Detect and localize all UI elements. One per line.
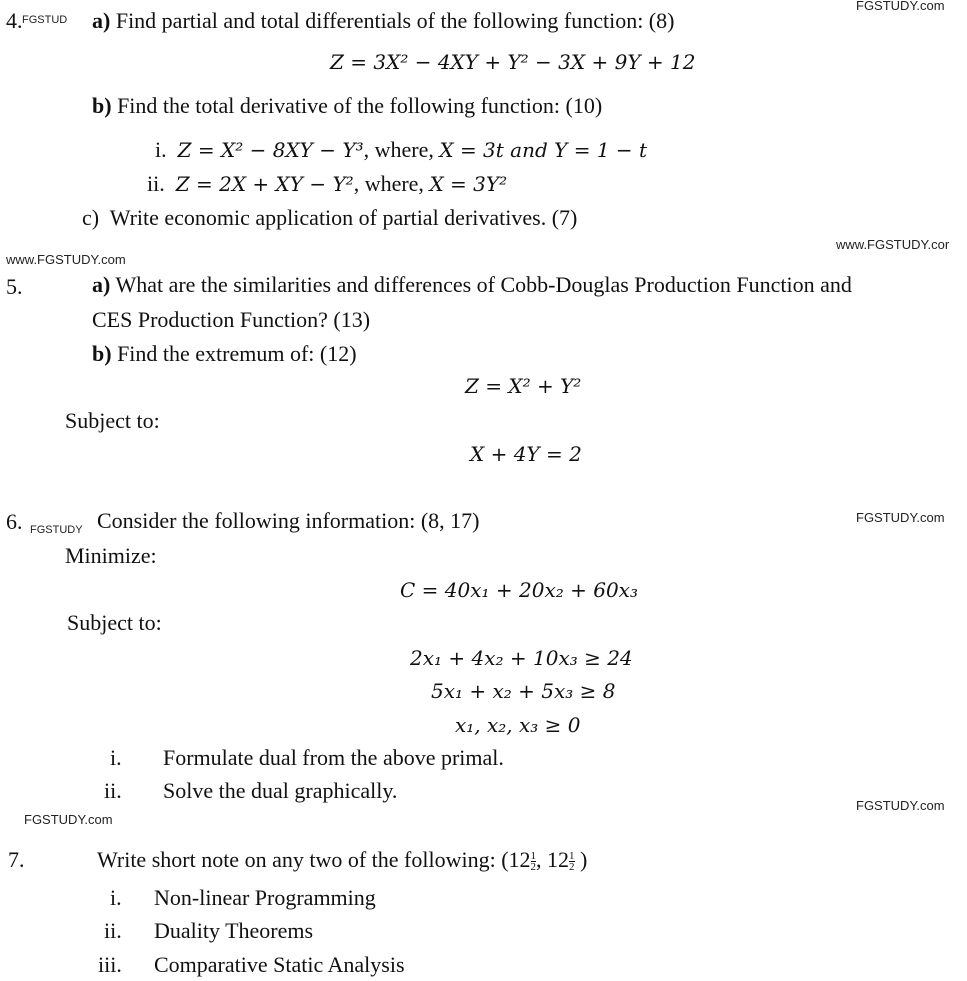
q5-equation: Z = X² + Y² (465, 374, 582, 398)
watermark: www.FGSTUDY.com (6, 252, 126, 267)
q6-objective: C = 40x₁ + 20x₂ + 60x₃ (400, 578, 638, 602)
q5-constraint: X + 4Y = 2 (470, 442, 582, 466)
q6-constraint-1: 2x₁ + 4x₂ + 10x₃ ≥ 24 (410, 646, 633, 670)
q5b: b) Find the extremum of: (12) (92, 341, 357, 366)
q6-minimize: Minimize: (65, 543, 157, 568)
question-4-number: 4. (6, 8, 23, 33)
q4b-item-1: i. Z = X² − 8XY − Y³, where, X = 3t and Y = 1 − t (155, 137, 648, 162)
q6-subject-to: Subject to: (67, 610, 162, 635)
q7-item-2: ii. Duality Theorems (104, 918, 314, 943)
watermark: FGSTUDY.com (856, 798, 945, 813)
q6-text: Consider the following information: (8, 17) (97, 508, 480, 533)
q4a: a) Find partial and total differentials of the following function: (8) (92, 8, 675, 33)
q5-subject-to: Subject to: (65, 408, 160, 433)
question-7-number: 7. (8, 847, 25, 872)
q7-text: Write short note on any two of the following: (12 $\frac{1}{2}$ , 12 $\frac{1}{2}$ ) (97, 847, 588, 874)
q7-item-1: i. Non-linear Programming (110, 885, 376, 910)
question-5-number: 5. (6, 274, 23, 299)
q4-equation: Z = 3X² − 4XY + Y² − 3X + 9Y + 12 (330, 50, 696, 74)
q6-constraint-3: x₁, x₂, x₃ ≥ 0 (455, 713, 581, 737)
watermark: FGSTUDY.com (24, 812, 113, 827)
q6-item-1: i. Formulate dual from the above primal. (110, 745, 504, 770)
q6-constraint-2: 5x₁ + x₂ + 5x₃ ≥ 8 (431, 679, 616, 703)
watermark: FGSTUDY.com (856, 510, 945, 525)
watermark: FGSTUD (22, 14, 68, 26)
q6-item-2: ii. Solve the dual graphically. (104, 778, 398, 803)
q5a-line2: CES Production Function? (13) (92, 307, 371, 332)
watermark: FGSTUDY (30, 524, 83, 536)
watermark: www.FGSTUDY.cor (836, 237, 950, 252)
question-6-number: 6. (6, 509, 23, 534)
watermark: FGSTUDY.com (856, 0, 945, 13)
q5a: a) What are the similarities and differences of Cobb-Douglas Production Function and (92, 272, 852, 297)
q4b-item-2: ii. Z = 2X + XY − Y², where, X = 3Y² (147, 171, 508, 196)
q4c: c) Write economic application of partial derivatives. (7) (82, 205, 578, 230)
q4b: b) Find the total derivative of the following function: (10) (92, 93, 603, 118)
q7-item-3: iii. Comparative Static Analysis (98, 952, 405, 977)
